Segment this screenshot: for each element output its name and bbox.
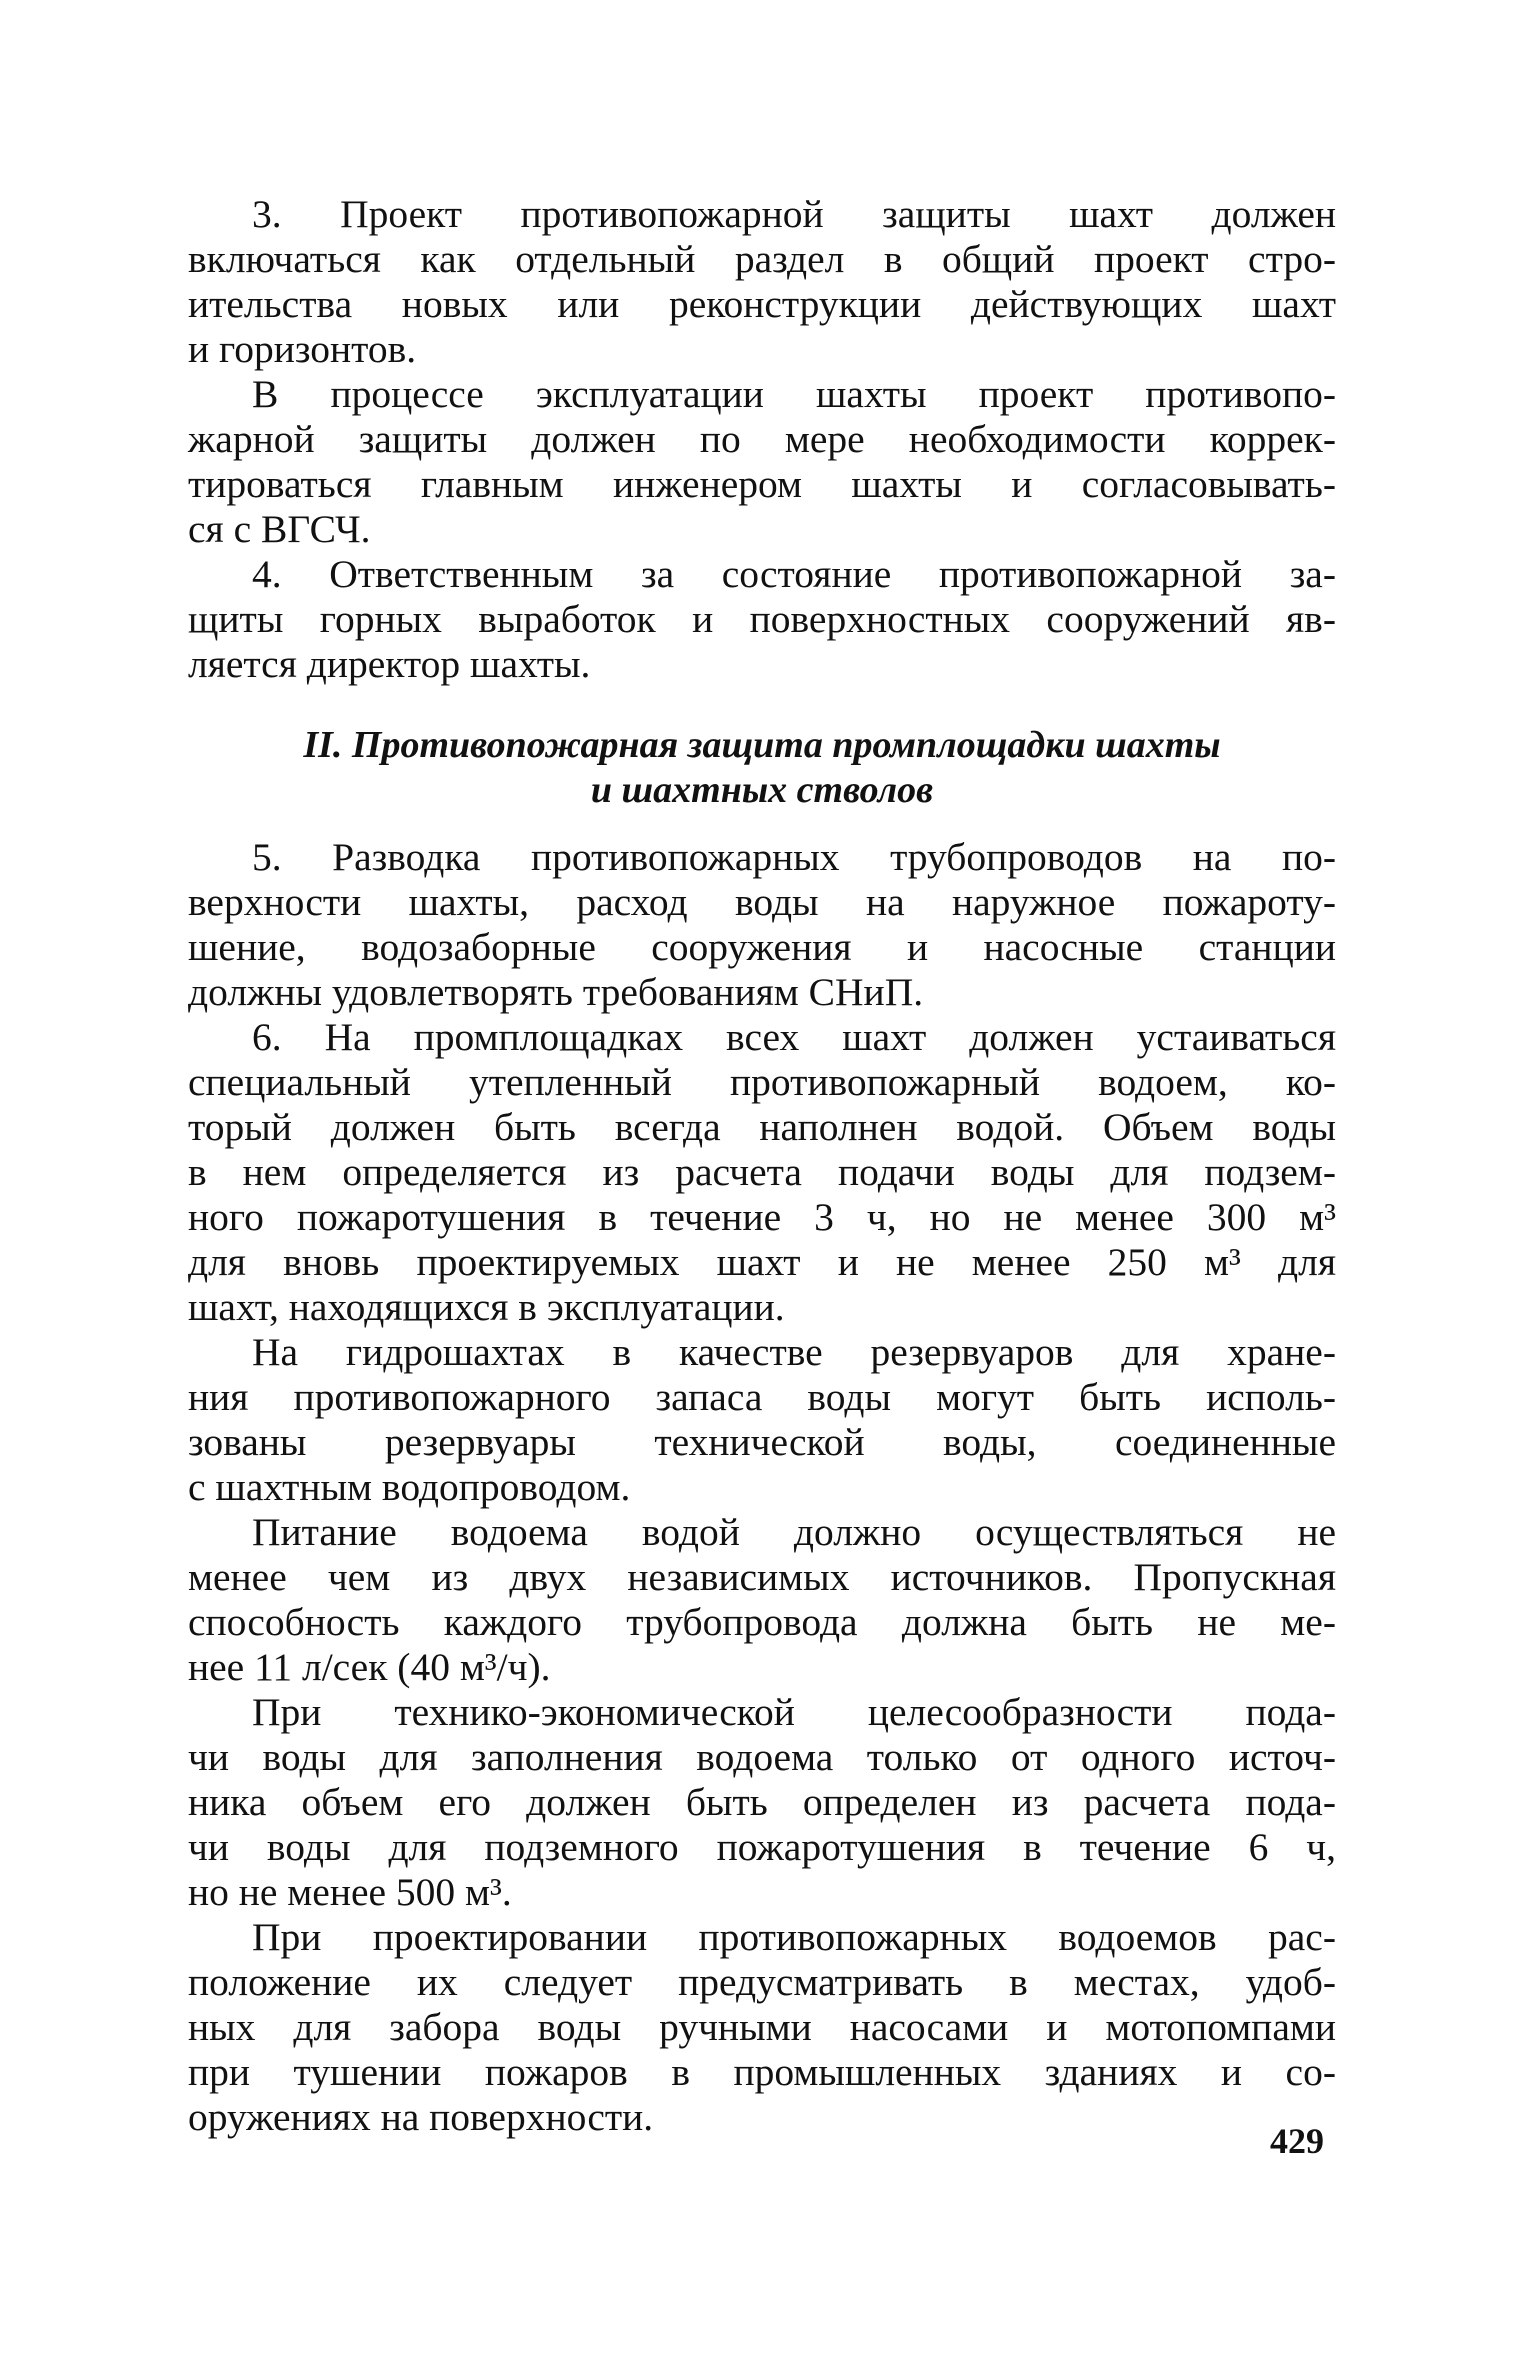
text-line: ительства новых или реконструкции действующих шахт: [188, 282, 1336, 326]
text-line: с шахтным водопроводом.: [188, 1465, 631, 1509]
text-line: 5. Разводка противопожарных трубопроводов на по-: [252, 835, 1336, 879]
text-line: и горизонтов.: [188, 327, 417, 371]
paragraph: [188, 1015, 1336, 1330]
text-line: ляется директор шахты.: [188, 642, 591, 686]
text-line: в нем определяется из расчета подачи воды для подзем-: [188, 1150, 1336, 1194]
text-line: 6. На промплощадках всех шахт должен устаиваться: [252, 1015, 1336, 1059]
text-line: положение их следует предусматривать в местах, удоб-: [188, 1960, 1336, 2004]
paragraph: [188, 1915, 1336, 2140]
paragraph: [188, 1690, 1336, 1915]
text-line: щиты горных выработок и поверхностных сооружений яв-: [188, 597, 1336, 641]
text-line: для вновь проектируемых шахт и не менее 250 м³ для: [188, 1240, 1336, 1284]
text-line: верхности шахты, расход воды на наружное пожароту-: [188, 880, 1336, 924]
text-line: шение, водозаборные сооружения и насосные станции: [188, 925, 1336, 969]
text-line: ся с ВГСЧ.: [188, 507, 371, 551]
text-line: чи воды для заполнения водоема только от одного источ-: [188, 1735, 1336, 1779]
text-line: При проектировании противопожарных водоемов рас-: [252, 1915, 1336, 1959]
text-line: включаться как отдельный раздел в общий проект стро-: [188, 237, 1336, 281]
text-line: ного пожаротушения в течение 3 ч, но не менее 300 м³: [188, 1195, 1336, 1239]
section-heading-line-2: и шахтных стволов: [590, 769, 934, 811]
text-line: На гидрошахтах в качестве резервуаров для хране-: [252, 1330, 1336, 1374]
section-heading: [188, 723, 1336, 813]
text-line: ных для забора воды ручными насосами и мотопомпами: [188, 2005, 1336, 2049]
paragraph: [188, 1330, 1336, 1510]
text-line: торый должен быть всегда наполнен водой. Объем воды: [188, 1105, 1336, 1149]
text-line: чи воды для подземного пожаротушения в течение 6 ч,: [188, 1825, 1336, 1869]
text-line: В процессе эксплуатации шахты проект противопо-: [252, 372, 1336, 416]
text-line: специальный утепленный противопожарный водоем, ко-: [188, 1060, 1336, 1104]
paragraph: [188, 1510, 1336, 1690]
paragraph: [188, 835, 1336, 1015]
page-number: 429: [1270, 2121, 1324, 2161]
paragraphs-bottom: [188, 835, 1336, 2140]
text-line: При технико-экономической целесообразности пода-: [252, 1690, 1336, 1734]
text-line: способность каждого трубопровода должна быть не ме-: [188, 1600, 1336, 1644]
text-line: ния противопожарного запаса воды могут быть исполь-: [188, 1375, 1336, 1419]
text-line: нее 11 л/сек (40 м³/ч).: [188, 1645, 551, 1689]
document-body: [188, 192, 1336, 2140]
text-line: зованы резервуары технической воды, соединенные: [188, 1420, 1336, 1464]
text-line: шахт, находящихся в эксплуатации.: [188, 1285, 785, 1329]
paragraph: [188, 552, 1336, 687]
text-line: Питание водоема водой должно осуществляться не: [252, 1510, 1336, 1554]
section-heading-line-1: II. Противопожарная защита промплощадки шахты: [303, 724, 1221, 766]
paragraph: [188, 192, 1336, 372]
text-line: но не менее 500 м³.: [188, 1870, 512, 1914]
text-line: 4. Ответственным за состояние противопожарной за-: [252, 552, 1336, 596]
text-line: 3. Проект противопожарной защиты шахт должен: [252, 192, 1336, 236]
paragraphs-top: [188, 192, 1336, 687]
paragraph: [188, 372, 1336, 552]
text-line: оружениях на поверхности.: [188, 2095, 654, 2139]
text-line: жарной защиты должен по мере необходимости коррек-: [188, 417, 1336, 461]
text-line: тироваться главным инженером шахты и согласовывать-: [188, 462, 1336, 506]
text-line: ника объем его должен быть определен из расчета пода-: [188, 1780, 1336, 1824]
text-line: должны удовлетворять требованиям СНиП.: [188, 970, 924, 1014]
text-line: при тушении пожаров в промышленных зданиях и со-: [188, 2050, 1336, 2094]
text-line: менее чем из двух независимых источников. Пропускная: [188, 1555, 1336, 1599]
